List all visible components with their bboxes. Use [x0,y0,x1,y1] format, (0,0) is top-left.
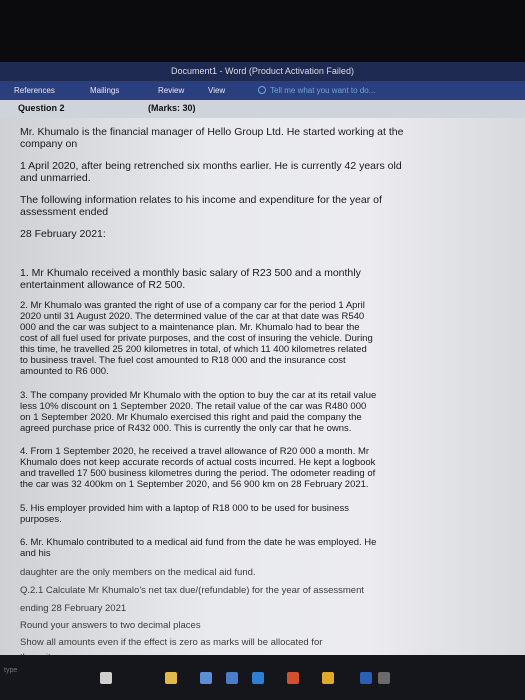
list-item: 2020 until 31 August 2020. The determined value of the car at that date was R540 [20,311,365,322]
list-item: cost of all fuel used for private purposes, and the cost of insuring the vehicle. During [20,333,373,344]
search-box-label[interactable]: type [4,667,18,674]
list-item: agreed purchase price of R432 000. This is currently the only car that he owns. [20,423,352,434]
tell-me-text: Tell me what you want to do... [270,86,376,95]
screen-bezel [0,0,525,62]
lightbulb-icon [258,86,266,94]
store-icon[interactable] [200,672,212,684]
question-header [0,100,525,118]
tab-view[interactable]: View [208,86,226,95]
paragraph-line: assessment ended [20,206,109,218]
paragraph-line: Mr. Khumalo is the financial manager of Hello Group Ltd. He started working at the [20,126,404,138]
list-item: this time, he travelled 25 200 kilometres in total, of which 11 400 kilometres related [20,344,367,355]
question-marks: (Marks: 30) [148,103,196,113]
question-line: Show all amounts even if the effect is zero as marks will be allocated for [20,637,323,648]
window-title-bar [0,62,525,81]
paragraph-line: The following information relates to his income and expenditure for the year of [20,194,382,206]
list-item: daughter are the only members on the medical aid fund. [20,567,256,578]
paragraph-line: and unmarried. [20,172,91,184]
edge-icon[interactable] [252,672,264,684]
list-item: and travelled 17 500 business kilometres during the period. The odometer reading of [20,468,376,479]
tab-references[interactable]: References [14,86,55,95]
file-explorer-icon[interactable] [165,672,177,684]
tell-me-search[interactable] [258,81,375,100]
list-item: 6. Mr. Khumalo contributed to a medical aid fund from the date he was employed. He [20,537,377,548]
question-line: Round your answers to two decimal places [20,620,201,631]
window-title: Document1 - Word (Product Activation Failed) [171,66,354,76]
list-item: amounted to R6 000. [20,366,109,377]
list-item: 1. Mr Khumalo received a monthly basic salary of R23 500 and a monthly [20,267,361,279]
tab-mailings[interactable]: Mailings [90,86,120,95]
question-line: ending 28 February 2021 [20,603,127,614]
ribbon-tabs [0,81,525,100]
list-item: and his [20,548,51,559]
powerpoint-icon[interactable] [287,672,299,684]
list-item: less 10% discount on 1 September 2020. The retail value of the car was R480 000 [20,401,367,412]
list-item: 3. The company provided Mr Khumalo with the option to buy the car at its retail value [20,390,377,401]
media-icon[interactable] [378,672,390,684]
paragraph-line: 28 February 2021: [20,228,106,240]
paragraph-line: company on [20,138,78,150]
list-item: to business travel. The fuel cost amounted to R18 000 and the insurance cost [20,355,346,366]
word-icon[interactable] [360,672,372,684]
list-item: entertainment allowance of R2 500. [20,279,186,291]
list-item: 4. From 1 September 2020, he received a travel allowance of R20 000 a month. Mr [20,446,370,457]
windows-taskbar [0,655,525,700]
list-item: purposes. [20,514,62,525]
list-item: 2. Mr Khumalo was granted the right of use of a company car for the period 1 April [20,300,365,311]
task-view-icon[interactable] [100,672,112,684]
list-item: on 1 September 2020. Mr Khumalo exercised this right and paid the company the [20,412,362,423]
chrome-icon[interactable] [322,672,334,684]
list-item: 000 and the car was subject to a maintenance plan. Mr. Khumalo had to bear the [20,322,360,333]
mail-icon[interactable] [226,672,238,684]
question-label: Question 2 [18,103,65,113]
paragraph-line: 1 April 2020, after being retrenched six months earlier. He is currently 42 years old [20,160,402,172]
list-item: 5. His employer provided him with a laptop of R18 000 to be used for business [20,503,349,514]
question-line: Q.2.1 Calculate Mr Khumalo's net tax due/(refundable) for the year of assessment [20,585,364,596]
list-item: the car was 32 400km on 1 September 2020, and 56 900 km on 28 February 2021. [20,479,369,490]
document-page[interactable] [0,100,525,655]
list-item: Khumalo does not keep accurate records of actual costs incurred. He kept a logbook [20,457,376,468]
tab-review[interactable]: Review [158,86,185,95]
